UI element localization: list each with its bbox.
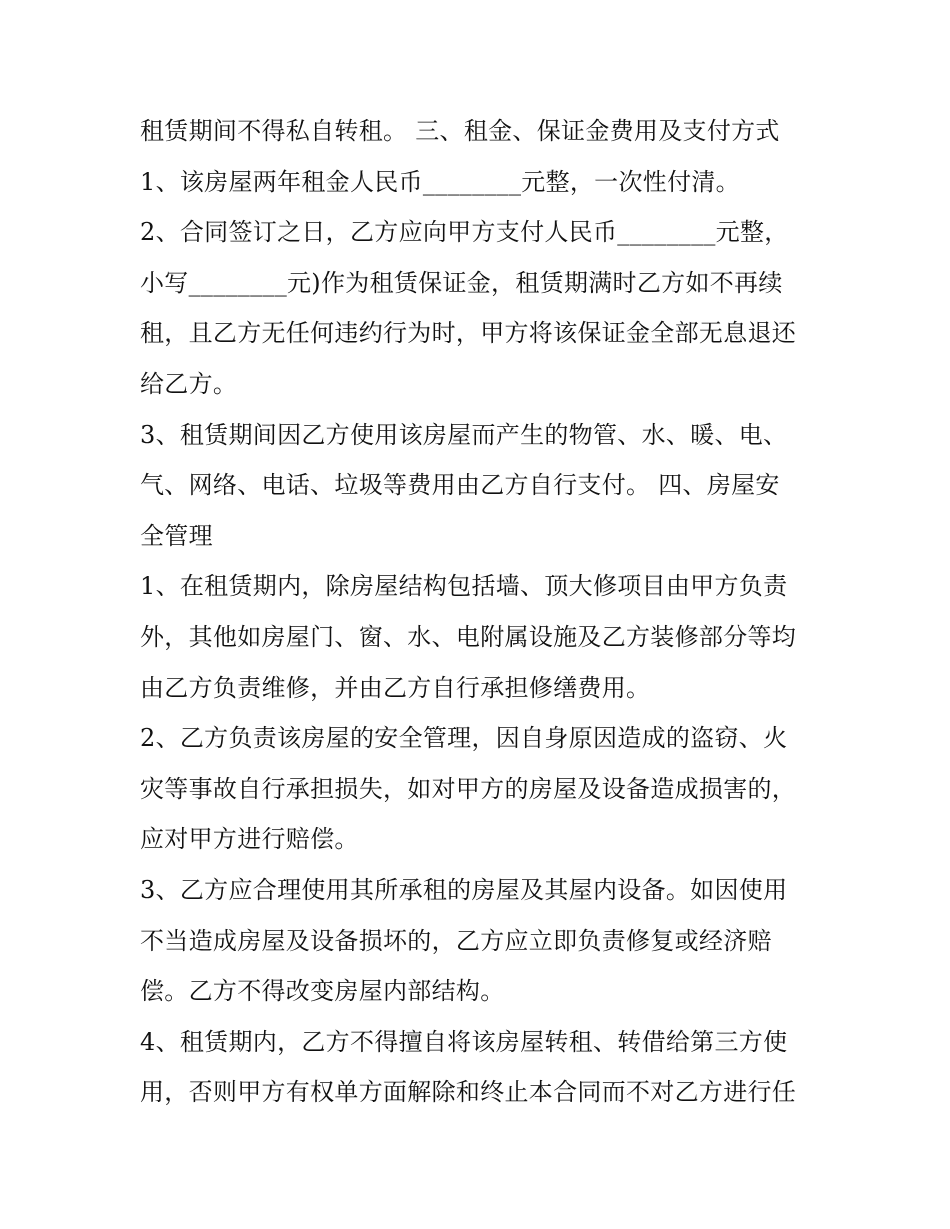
text-line: 2、合同签订之日，乙方应向甲方支付人民币________元整，: [140, 218, 789, 247]
text-line: 3、乙方应合理使用其所承租的房屋及其屋内设备。如因使用: [140, 875, 788, 904]
text-line: 由乙方负责维修，并由乙方自行承担修缮费用。: [140, 673, 651, 702]
document-body: [140, 106, 820, 1118]
text-line: 气、网络、电话、垃圾等费用由乙方自行支付。 四、房屋安: [140, 471, 780, 500]
text-line: 4、租赁期内，乙方不得擅自将该房屋转租、转借给第三方使: [140, 1027, 788, 1056]
text-line: 外，其他如房屋门、窗、水、电附属设施及乙方装修部分等均: [140, 622, 797, 651]
text-line: 应对甲方进行赔偿。: [140, 825, 359, 854]
text-line: 给乙方。: [140, 369, 238, 398]
text-line: 租，且乙方无任何违约行为时，甲方将该保证金全部无息退还: [140, 319, 797, 348]
text-line: 小写________元)作为租赁保证金，租赁期满时乙方如不再续: [140, 268, 783, 297]
text-line: 租赁期间不得私自转租。 三、租金、保证金费用及支付方式: [140, 117, 780, 145]
text-line: 灾等事故自行承担损失，如对甲方的房屋及设备造成损害的，: [140, 774, 797, 803]
text-line: 2、乙方负责该房屋的安全管理，因自身原因造成的盗窃、火: [140, 724, 788, 753]
text-line: 用，否则甲方有权单方面解除和终止本合同而不对乙方进行任: [140, 1078, 797, 1107]
text-line: 3、租赁期间因乙方使用该房屋而产生的物管、水、暖、电、: [140, 420, 788, 449]
text-line: 全管理: [140, 521, 213, 550]
text-line: 不当造成房屋及设备损坏的，乙方应立即负责修复或经济赔: [140, 926, 772, 955]
text-line: 偿。乙方不得改变房屋内部结构。: [140, 977, 505, 1006]
text-line: 1、在租赁期内，除房屋结构包括墙、顶大修项目由甲方负责: [140, 572, 788, 601]
text-line: 1、该房屋两年租金人民币________元整，一次性付清。: [140, 167, 740, 196]
